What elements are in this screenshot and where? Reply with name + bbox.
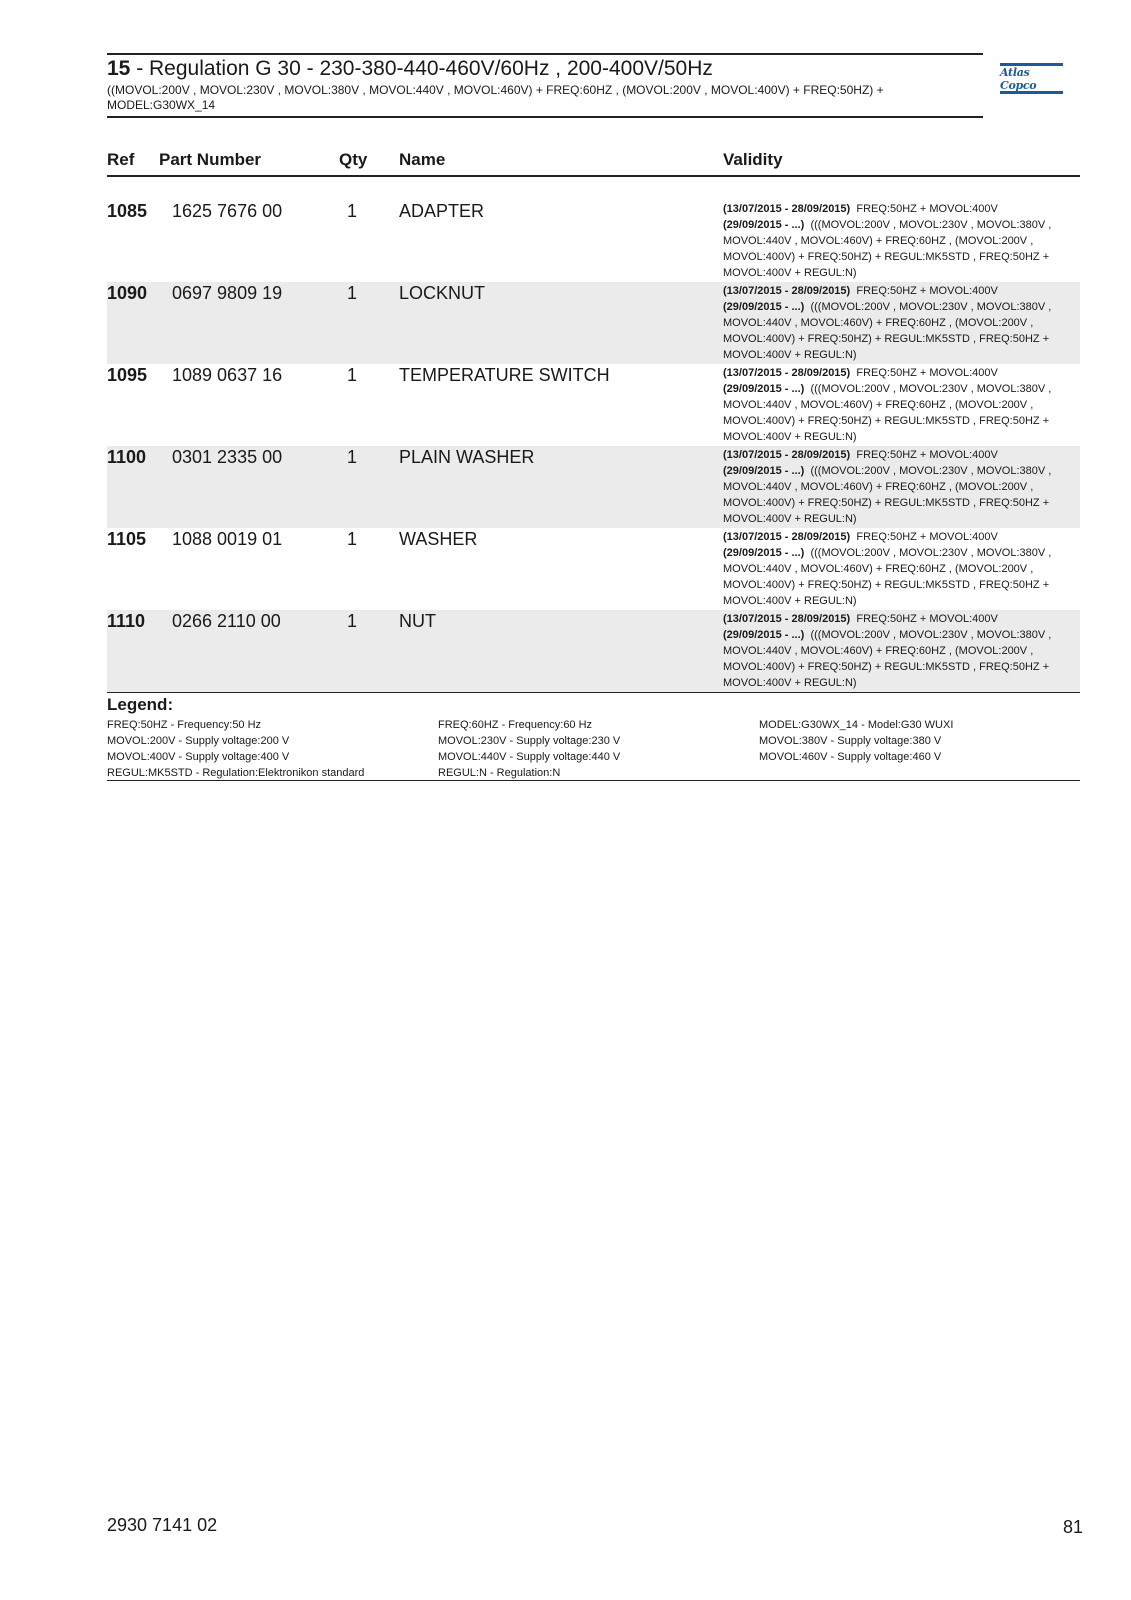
legend-title: Legend: [107, 695, 174, 714]
row-qty: 1 [347, 201, 358, 221]
row-ref: 1090 [107, 283, 148, 303]
page-number: 81 [1062, 1517, 1083, 1537]
validity-date-2: (29/09/2015 - ...) [723, 219, 805, 231]
validity-date-1: (13/07/2015 - 28/09/2015) [723, 613, 851, 625]
row-validity [723, 201, 1068, 281]
validity-date-2: (29/09/2015 - ...) [723, 383, 805, 395]
row-qty: 1 [347, 283, 358, 303]
page-title [107, 57, 983, 81]
validity-text-1: FREQ:50HZ + MOVOL:400V [856, 367, 998, 379]
table-row [107, 610, 1080, 692]
validity-date-2: (29/09/2015 - ...) [723, 301, 805, 313]
row-name: LOCKNUT [399, 283, 486, 303]
row-qty: 1 [347, 447, 358, 467]
validity-text-1: FREQ:50HZ + MOVOL:400V [856, 613, 998, 625]
row-ref: 1100 [107, 447, 147, 467]
validity-text-2: (((MOVOL:200V , MOVOL:230V , MOVOL:380V , MOVOL:440V , MOVOL:460V) + FREQ:60HZ , (MOVOL:200V , MOVOL:400V) + FREQ:50HZ) + REGUL:MK5STD , FREQ:50HZ + MOVOL:400V + REGUL:N) [723, 383, 1052, 443]
legend-column-2 [438, 717, 620, 781]
validity-text-1: FREQ:50HZ + MOVOL:400V [856, 531, 998, 543]
row-validity [723, 447, 1068, 527]
legend-column-3 [759, 717, 953, 765]
row-ref: 1085 [107, 201, 148, 221]
row-name: TEMPERATURE SWITCH [399, 365, 610, 385]
legend-entry: FREQ:60HZ - Frequency:60 Hz [438, 719, 593, 731]
row-validity [723, 283, 1068, 363]
legend [107, 695, 1080, 781]
table-row [107, 446, 1080, 528]
column-header-name: Name [399, 150, 446, 169]
validity-text-1: FREQ:50HZ + MOVOL:400V [856, 285, 998, 297]
page-header [107, 53, 983, 118]
row-part-number: 0301 2335 00 [172, 447, 283, 467]
row-ref: 1110 [107, 611, 146, 631]
validity-text-2: (((MOVOL:200V , MOVOL:230V , MOVOL:380V , MOVOL:440V , MOVOL:460V) + FREQ:60HZ , (MOVOL:200V , MOVOL:400V) + FREQ:50HZ) + REGUL:MK5STD , FREQ:50HZ + MOVOL:400V + REGUL:N) [723, 629, 1052, 689]
legend-entry: MOVOL:200V - Supply voltage:200 V [107, 735, 290, 747]
legend-entry: REGUL:N - Regulation:N [438, 767, 561, 779]
column-header-part-number: Part Number [159, 150, 262, 169]
validity-date-1: (13/07/2015 - 28/09/2015) [723, 203, 851, 215]
row-qty: 1 [347, 611, 358, 631]
validity-text-2: (((MOVOL:200V , MOVOL:230V , MOVOL:380V , MOVOL:440V , MOVOL:460V) + FREQ:60HZ , (MOVOL:200V , MOVOL:400V) + FREQ:50HZ) + REGUL:MK5STD , FREQ:50HZ + MOVOL:400V + REGUL:N) [723, 301, 1052, 361]
legend-entry: MOVOL:380V - Supply voltage:380 V [759, 735, 942, 747]
row-name: PLAIN WASHER [399, 447, 535, 467]
validity-date-2: (29/09/2015 - ...) [723, 465, 805, 477]
row-validity [723, 529, 1068, 609]
legend-entry: MOVOL:400V - Supply voltage:400 V [107, 751, 290, 763]
row-qty: 1 [347, 365, 358, 385]
row-name: WASHER [399, 529, 478, 549]
page-subtitle: ((MOVOL:200V , MOVOL:230V , MOVOL:380V , MOVOL:440V , MOVOL:460V) + FREQ:60HZ , (MOVOL:200V , MOVOL:400V) + FREQ:50HZ) + MODEL:G30WX_14 [107, 83, 884, 112]
validity-date-2: (29/09/2015 - ...) [723, 629, 805, 641]
atlas-copco-logo [1000, 63, 1063, 94]
document-number: 2930 7141 02 [107, 1515, 218, 1535]
row-qty: 1 [347, 529, 358, 549]
row-name: NUT [399, 611, 436, 631]
validity-date-2: (29/09/2015 - ...) [723, 547, 805, 559]
column-header-validity: Validity [723, 150, 783, 169]
legend-entry: REGUL:MK5STD - Regulation:Elektronikon standard [107, 767, 365, 779]
validity-text-2: (((MOVOL:200V , MOVOL:230V , MOVOL:380V , MOVOL:440V , MOVOL:460V) + FREQ:60HZ , (MOVOL:200V , MOVOL:400V) + FREQ:50HZ) + REGUL:MK5STD , FREQ:50HZ + MOVOL:400V + REGUL:N) [723, 219, 1052, 279]
row-part-number: 0697 9809 19 [172, 283, 283, 303]
table-row [107, 200, 1080, 282]
table-bottom-rule [107, 692, 1080, 693]
column-header-ref: Ref [107, 150, 135, 169]
validity-text-1: FREQ:50HZ + MOVOL:400V [856, 203, 998, 215]
legend-entry: MODEL:G30WX_14 - Model:G30 WUXI [759, 719, 954, 731]
row-part-number: 1625 7676 00 [172, 201, 283, 221]
row-part-number: 1089 0637 16 [172, 365, 283, 385]
row-validity [723, 365, 1068, 445]
table-row [107, 282, 1080, 364]
validity-date-1: (13/07/2015 - 28/09/2015) [723, 449, 851, 461]
row-name: ADAPTER [399, 201, 485, 221]
row-part-number: 0266 2110 00 [172, 611, 281, 631]
validity-text-2: (((MOVOL:200V , MOVOL:230V , MOVOL:380V , MOVOL:440V , MOVOL:460V) + FREQ:60HZ , (MOVOL:200V , MOVOL:400V) + FREQ:50HZ) + REGUL:MK5STD , FREQ:50HZ + MOVOL:400V + REGUL:N) [723, 465, 1052, 525]
column-header-qty: Qty [339, 150, 368, 169]
row-part-number: 1088 0019 01 [172, 529, 283, 549]
validity-date-1: (13/07/2015 - 28/09/2015) [723, 531, 851, 543]
table-row [107, 528, 1080, 610]
legend-entry: MOVOL:460V - Supply voltage:460 V [759, 751, 942, 763]
logo-wordmark: Atlas Copco [1000, 65, 1037, 92]
row-ref: 1095 [107, 365, 148, 385]
legend-entry: MOVOL:230V - Supply voltage:230 V [438, 735, 621, 747]
parts-table [107, 200, 1080, 692]
validity-text-2: (((MOVOL:200V , MOVOL:230V , MOVOL:380V , MOVOL:440V , MOVOL:460V) + FREQ:60HZ , (MOVOL:200V , MOVOL:400V) + FREQ:50HZ) + REGUL:MK5STD , FREQ:50HZ + MOVOL:400V + REGUL:N) [723, 547, 1052, 607]
table-row [107, 364, 1080, 446]
section-title: - Regulation G 30 - 230-380-440-460V/60Hz , 200-400V/50Hz [130, 57, 713, 80]
table-header [107, 150, 1080, 177]
legend-entry: MOVOL:440V - Supply voltage:440 V [438, 751, 621, 763]
legend-entry: FREQ:50HZ - Frequency:50 Hz [107, 719, 262, 731]
row-ref: 1105 [107, 529, 147, 549]
validity-date-1: (13/07/2015 - 28/09/2015) [723, 285, 851, 297]
legend-column-1 [107, 717, 364, 781]
validity-text-1: FREQ:50HZ + MOVOL:400V [856, 449, 998, 461]
section-number: 15 [107, 57, 131, 80]
row-validity [723, 611, 1068, 691]
validity-date-1: (13/07/2015 - 28/09/2015) [723, 367, 851, 379]
